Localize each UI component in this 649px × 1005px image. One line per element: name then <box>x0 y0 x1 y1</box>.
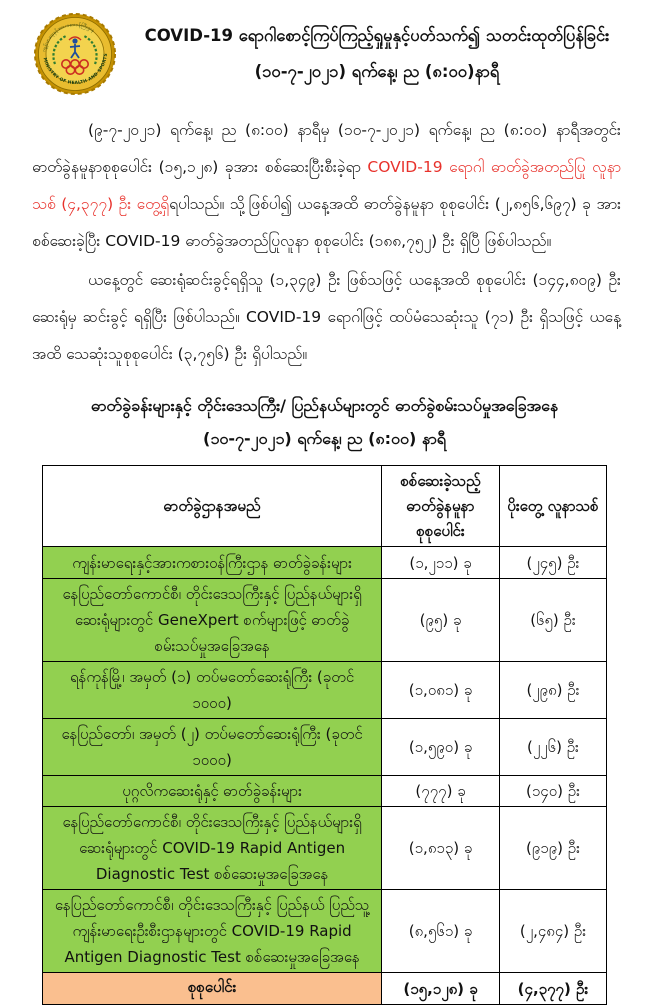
p1-red-run-new-cases: COVID-19 ရောဂါ ဓာတ်ခွဲအတည်ပြု လူနာသစ် (၄,၃၇၇) ဦး တွေ့ရှိ <box>32 158 621 213</box>
seal-svg <box>33 10 117 98</box>
table-title <box>0 389 649 455</box>
row-positives: (၁၄၀) ဦး <box>499 776 606 807</box>
row-lab-name: ကျန်းမာရေးနှင့်အားကစားဝန်ကြီးဌာန ဓာတ်ခွဲခန်းများ <box>43 547 382 579</box>
row-samples: (၇၇၇) ခု <box>382 776 500 807</box>
page-title <box>117 18 631 90</box>
row-lab-name: နေပြည်တော်ကောင်စီ၊ တိုင်းဒေသကြီးနှင့် ပြည်နယ်များရှိ ဆေးရုံများတွင် GeneXpert စက်များဖြင့် ဓာတ်ခွဲစမ်းသပ်မှုအခြေအနေ <box>43 579 382 662</box>
table-row <box>43 807 607 890</box>
row-samples: (၁,၈၁၃) ခု <box>382 807 500 890</box>
row-lab-name: ပုဂ္ဂလိကဆေးရုံနှင့် ဓာတ်ခွဲခန်းများ <box>43 776 382 807</box>
row-samples: (၁,၅၉၀) ခု <box>382 719 500 776</box>
table-total-row <box>43 973 607 1005</box>
row-positives: (၉၁၉) ဦး <box>499 807 606 890</box>
header-new-positives: ပိုးတွေ့ လူနာသစ် <box>499 466 606 547</box>
table-row <box>43 776 607 807</box>
row-samples: (၉၅) ခု <box>382 579 500 662</box>
row-positives: (၂၉၈) ဦး <box>499 662 606 719</box>
table-row <box>43 890 607 973</box>
ministry-of-health-and-sports-seal-icon <box>33 10 117 98</box>
total-label: စုစုပေါင်း <box>43 973 382 1005</box>
row-samples: (၈,၅၆၁) ခု <box>382 890 500 973</box>
total-positives: (၄,၃၇၇) ဦး <box>499 973 606 1005</box>
header-samples-tested: စစ်ဆေးခဲ့သည့် ဓာတ်ခွဲနမူနာ စုစုပေါင်း <box>382 466 500 547</box>
row-positives: (၂၄၅) ဦး <box>499 547 606 579</box>
paragraph-discharges-deaths: ယနေ့တွင် ဆေးရုံဆင်းခွင့်ရရှိသူ (၁,၃၄၉) ဦး ဖြစ်သဖြင့် ယနေ့အထိ စုစုပေါင်း (၁၄၄,၈၀၉) ဦး ဆေးရုံမှ ဆင်းခွင့် ရရှိပြီး ဖြစ်ပါသည်။ COVID-19 ရောဂါဖြင့် ထပ်မံသေဆုံးသူ (၇၁) ဦး ရှိသဖြင့် ယနေ့အထိ သေဆုံးသူစုစုပေါင်း (၃,၇၅၆) ဦး ရှိပါသည်။ <box>32 271 621 363</box>
row-lab-name: နေပြည်တော်ကောင်စီ၊ တိုင်းဒေသကြီးနှင့် ပြည်နယ် ပြည်သူ့ကျန်းမာရေးဦးစီးဌာနများတွင် COVID-19 Rapid Antigen Diagnostic Test စစ်ဆေးမှုအခြေအနေ <box>43 890 382 973</box>
row-samples: (၁,၂၁၁) ခု <box>382 547 500 579</box>
row-positives: (၂၂၆) ဦး <box>499 719 606 776</box>
total-samples: (၁၅,၁၂၈) ခု <box>382 973 500 1005</box>
row-samples: (၁,၀၈၁) ခု <box>382 662 500 719</box>
table-row <box>43 662 607 719</box>
p1-black-run2: ရပါသည်။ သို့ဖြစ်ပါ၍ ယနေ့အထိ ဓာတ်ခွဲနမူနာ စုစုပေါင်း (၂,၈၅၆,၆၉၇) ခု အား စစ်ဆေးခဲ့ပြီး COVID-19 ဓာတ်ခွဲအတည်ပြုလူနာ စုစုပေါင်း (၁၈၈,၇၅၂) ဦး ရှိပြီ ဖြစ်ပါသည်။ <box>32 195 622 250</box>
lab-results-table <box>42 465 607 1005</box>
row-lab-name: ရန်ကုန်မြို့၊ အမှတ် (၁) တပ်မတော်ဆေးရုံကြီး (ခုတင် ၁၀၀၀) <box>43 662 382 719</box>
row-positives: (၆၅) ဦး <box>499 579 606 662</box>
table-row <box>43 547 607 579</box>
p1-black-run1: (၉-၇-၂၀၂၁) ရက်နေ့၊ ည (၈:၀၀) နာရီမှ (၁၀-၇-၂၀၂၁) ရက်နေ့၊ ည (၈:၀၀) နာရီအတွင်း ဓာတ်ခွဲနမူနာစုစုပေါင်း (၁၅,၁၂၈) ခုအား စစ်ဆေးပြီးစီးခဲ့ရာ <box>32 121 621 176</box>
row-positives: (၂,၄၈၄) ဦး <box>499 890 606 973</box>
table-title-line1: ဓာတ်ခွဲခန်းများနှင့် တိုင်းဒေသကြီး/ ပြည်နယ်များတွင် ဓာတ်ခွဲစမ်းသပ်မှုအခြေအနေ <box>90 396 559 415</box>
seal-bottom-arc-text: MINISTRY OF HEALTH AND SPORTS <box>41 52 110 87</box>
page-title-line2: (၁၀-၇-၂၀၂၁) ရက်နေ့၊ ည (၈:၀၀)နာရီ <box>254 62 500 81</box>
table-row <box>43 719 607 776</box>
table-row <box>43 579 607 662</box>
table-title-line2: (၁၀-၇-၂၀၂၁) ရက်နေ့၊ ည (၈:၀၀) နာရီ <box>203 429 446 448</box>
page-title-line1: COVID-19 ရောဂါစောင့်ကြပ်ကြည့်ရှုမှုနှင့်ပတ်သက်၍ သတင်းထုတ်ပြန်ခြင်း <box>144 26 610 45</box>
row-lab-name: နေပြည်တော်၊ အမှတ် (၂) တပ်မတော်ဆေးရုံကြီး (ခုတင် ၁၀၀၀) <box>43 719 382 776</box>
paragraph-daily-testing <box>32 112 621 260</box>
header-lab-name: ဓာတ်ခွဲဌာနအမည် <box>43 466 382 547</box>
body-text <box>32 112 621 373</box>
table-header-row <box>43 466 607 547</box>
header <box>0 0 649 98</box>
row-lab-name: နေပြည်တော်ကောင်စီ၊ တိုင်းဒေသကြီးနှင့် ပြည်နယ်များရှိ ဆေးရုံများတွင် COVID-19 Rapid Antigen Diagnostic Test စစ်ဆေးမှုအခြေအနေ <box>43 807 382 890</box>
seal-top-arc-text: ကျန်းမာရေးနှင့်အားကစားဝန်ကြီးဌာန <box>42 22 96 53</box>
